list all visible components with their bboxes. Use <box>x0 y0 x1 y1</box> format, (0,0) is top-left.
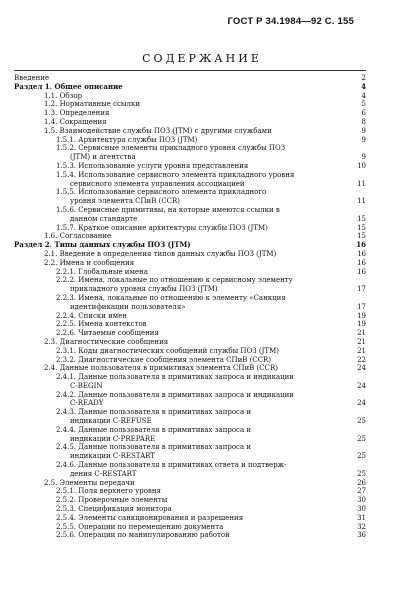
toc-row <box>14 303 366 312</box>
toc-entry-text: 1.3. Определения <box>44 109 110 118</box>
toc-page-number: 15 <box>357 214 366 223</box>
page-title: СОДЕРЖАНИЕ <box>142 52 262 65</box>
toc-entry-text: 1.5.4. Использование сервисного элемента прикладного уровня <box>56 170 295 179</box>
toc-entry-text: 2.4. Данные пользователя в примитивах элемента СПиВ (CCR) <box>44 364 278 373</box>
toc-page-number: 36 <box>357 531 366 540</box>
toc-page-number: 16 <box>357 258 366 267</box>
toc-entry-text: 1.1. Обзор <box>44 91 83 100</box>
toc-entry-text: прикладного уровня службы ПОЗ (JTM) <box>70 285 218 294</box>
toc-row <box>14 197 366 206</box>
toc-entry-text: 1.5.5. Использование сервисного элемента прикладного <box>56 188 267 197</box>
toc-entry-text: C-READY <box>70 399 104 408</box>
toc-entry-text: 2.2.1. Глобальные имена <box>56 267 148 276</box>
toc-row <box>14 382 366 391</box>
toc-row <box>14 391 366 400</box>
toc-entry-text: 1.5.6. Сервисные примитивы, на которые имеются ссылки в <box>56 205 280 214</box>
toc-entry-text: 2.3.2. Диагностические сообщения элемента СПиВ (CCR) <box>56 355 272 364</box>
toc-row <box>14 531 366 540</box>
toc-page-number: 16 <box>357 249 366 258</box>
toc-page-number: 24 <box>357 381 366 390</box>
toc-entry-text: индикации C-RESTART <box>70 452 155 461</box>
toc-row <box>14 470 366 479</box>
toc-page-number: 32 <box>357 522 366 531</box>
toc-row <box>14 250 366 259</box>
toc-row <box>14 276 366 285</box>
toc-page-number: 11 <box>357 197 366 206</box>
toc-entry-text: Раздел 2. Типы данных службы ПОЗ (JTM) <box>14 240 191 250</box>
toc-page-number: 5 <box>361 100 366 109</box>
toc-page-number: 16 <box>356 240 366 250</box>
toc-page-number: 8 <box>361 117 366 126</box>
toc-entry-text: 1.5.2. Сервисные элементы прикладного уровня службы ПОЗ <box>56 144 286 153</box>
toc-entry-text: 2.5. Элементы передачи <box>44 478 135 487</box>
toc-entry-text: 2.5.6. Операции по манипулированию работой <box>56 531 230 540</box>
toc-entry-text: 2.5.4. Элементы санкционирования и разрешения <box>56 513 244 522</box>
toc-row <box>14 426 366 435</box>
toc-entry-text: 2.5.3. Спецификация монитора <box>56 505 172 514</box>
toc-page-number: 25 <box>357 469 366 478</box>
toc-entry-text: C-BEGIN <box>70 381 103 390</box>
toc-row <box>14 320 366 329</box>
toc-page-number: 25 <box>357 452 366 461</box>
toc-page-number: 24 <box>357 364 366 373</box>
toc-row <box>14 347 366 356</box>
toc-page-number: 16 <box>357 267 366 276</box>
toc-entry-text: дения C-RESTART <box>70 469 137 478</box>
toc-entry-text: (JTM) и агентства <box>70 153 136 162</box>
toc-row <box>14 338 366 347</box>
toc-row <box>14 329 366 338</box>
toc-entry-text: уровня элемента СПиВ (CCR) <box>70 197 181 206</box>
toc-entry-text: 2.5.1. Поля верхнего уровня <box>56 487 161 496</box>
toc-entry-text: 2.3. Диагностические сообщения <box>44 337 169 346</box>
toc-row <box>14 268 366 277</box>
toc-row <box>14 241 366 250</box>
toc-page-number: 27 <box>357 487 366 496</box>
toc-page-number: 15 <box>357 223 366 232</box>
toc-page-number: 31 <box>357 513 366 522</box>
toc-row <box>14 180 366 189</box>
toc-row <box>14 373 366 382</box>
toc-entry-text: 2.2.4. Списки имен <box>56 311 128 320</box>
toc-entry-text: 1.5.1. Архитектура службы ПОЗ (JTM) <box>56 135 198 144</box>
toc-page-number: 25 <box>357 434 366 443</box>
toc-page-number: 9 <box>361 135 366 144</box>
toc-row <box>14 171 366 180</box>
toc-entry-text: 1.6. Согласование <box>44 232 112 241</box>
title-rule <box>14 70 366 71</box>
toc-row <box>14 479 366 488</box>
toc-entry-text: 2.4.2. Данные пользователя в примитивах запроса и индикации <box>56 390 294 399</box>
toc-row <box>14 443 366 452</box>
toc-page-number: 4 <box>361 81 366 91</box>
toc-entry-text: 2.5.5. Операции по перемещению документа <box>56 522 224 531</box>
toc-entry-text: 2.2.2. Имена, локальные по отношению к сервисному элементу <box>56 276 293 285</box>
toc-row <box>14 259 366 268</box>
toc-entry-text: 2.5.2. Проверочные элементы <box>56 496 168 505</box>
toc-row <box>14 136 366 145</box>
toc-row <box>14 153 366 162</box>
toc-page-number: 9 <box>361 126 366 135</box>
toc-entry-text: 2.2. Имена и сообщения <box>44 258 135 267</box>
toc-row <box>14 162 366 171</box>
toc-entry-text: 1.5.3. Использование услуги уровня представления <box>56 161 249 170</box>
toc-page-number: 30 <box>357 496 366 505</box>
toc-row <box>14 523 366 532</box>
toc-row <box>14 312 366 321</box>
toc-entry-text: 1.5. Взаимодействие службы ПОЗ (JTM) с другими службами <box>44 126 272 135</box>
toc-entry-text: 1.4. Сокращения <box>44 117 107 126</box>
toc-page-number: 21 <box>357 346 366 355</box>
toc-entry-text: Раздел 1. Общее описание <box>14 81 123 91</box>
toc-row <box>14 399 366 408</box>
toc-row <box>14 127 366 136</box>
toc-row <box>14 461 366 470</box>
toc-entry-text: 2.4.3. Данные пользователя в примитивах запроса и <box>56 408 252 417</box>
toc-entry-text: 1.5.7. Краткое описание архитектуры службы ПОЗ (JTM) <box>56 223 268 232</box>
toc-page-number: 25 <box>357 417 366 426</box>
toc-entry-text: 2.2.6. Читаемые сообщения <box>56 329 159 338</box>
toc-row <box>14 109 366 118</box>
toc-page-number: 15 <box>357 232 366 241</box>
toc-row <box>14 206 366 215</box>
toc-row <box>14 452 366 461</box>
toc-entry-text: сервисного элемента управления ассоциацией <box>70 179 245 188</box>
toc-entry-text: индикации C-REFUSE <box>70 417 152 426</box>
toc-page-number: 10 <box>357 161 366 170</box>
toc-entry-text: 2.1. Введение в определения типов данных службы ПОЗ (JTM) <box>44 249 277 258</box>
toc-entry-text: данном стандарте <box>70 214 138 223</box>
toc-row <box>14 92 366 101</box>
toc-row <box>14 496 366 505</box>
toc-page-number: 17 <box>357 302 366 311</box>
toc-row <box>14 417 366 426</box>
toc-page-number: 11 <box>357 179 366 188</box>
toc-page-number: 21 <box>357 329 366 338</box>
toc-page-number: 30 <box>357 505 366 514</box>
toc-row <box>14 505 366 514</box>
table-of-contents <box>14 74 366 540</box>
toc-row <box>14 294 366 303</box>
toc-page-number: 24 <box>357 399 366 408</box>
toc-row <box>14 514 366 523</box>
toc-entry-text: 2.4.5. Данные пользователя в примитивах запроса и <box>56 443 252 452</box>
toc-page-number: 4 <box>361 91 366 100</box>
toc-row <box>14 224 366 233</box>
toc-page-number: 6 <box>361 109 366 118</box>
toc-page-number: 19 <box>357 311 366 320</box>
toc-page-number: 22 <box>357 355 366 364</box>
toc-row <box>14 408 366 417</box>
toc-row <box>14 356 366 365</box>
toc-page-number: 21 <box>357 337 366 346</box>
toc-page-number: 26 <box>357 478 366 487</box>
toc-page-number: 2 <box>361 74 366 82</box>
toc-row <box>14 435 366 444</box>
toc-row <box>14 118 366 127</box>
toc-page-number: 19 <box>357 320 366 329</box>
toc-page-number: 17 <box>357 285 366 294</box>
toc-row <box>14 487 366 496</box>
toc-page-number: 9 <box>361 153 366 162</box>
toc-row <box>14 364 366 373</box>
toc-entry-text: 2.2.5. Имена контекстов <box>56 320 147 329</box>
toc-row <box>14 144 366 153</box>
toc-row <box>14 188 366 197</box>
toc-row <box>14 100 366 109</box>
toc-row <box>14 83 366 92</box>
page-header: ГОСТ Р 34.1984—92 С. 155 <box>227 16 354 27</box>
toc-entry-text: 2.2.3. Имена, локальные по отношению к элементу «Санкция <box>56 293 286 302</box>
toc-entry-text: 2.4.1. Данные пользователя в примитивах запроса и индикации <box>56 373 294 382</box>
toc-entry-text: индикации C-PREPARE <box>70 434 156 443</box>
toc-entry-text: 2.4.6. Данные пользователя в примитивах ответа и подтверж- <box>56 461 287 470</box>
toc-entry-text: Введение <box>14 74 50 82</box>
toc-entry-text: 2.4.4. Данные пользователя в примитивах запроса и <box>56 425 252 434</box>
toc-entry-text: 2.3.1. Коды диагностических сообщений службы ПОЗ (JTM) <box>56 346 279 355</box>
toc-row <box>14 215 366 224</box>
toc-row <box>14 285 366 294</box>
toc-entry-text: идентификации пользователя» <box>70 302 186 311</box>
toc-entry-text: 1.2. Нормативные ссылки <box>44 100 140 109</box>
